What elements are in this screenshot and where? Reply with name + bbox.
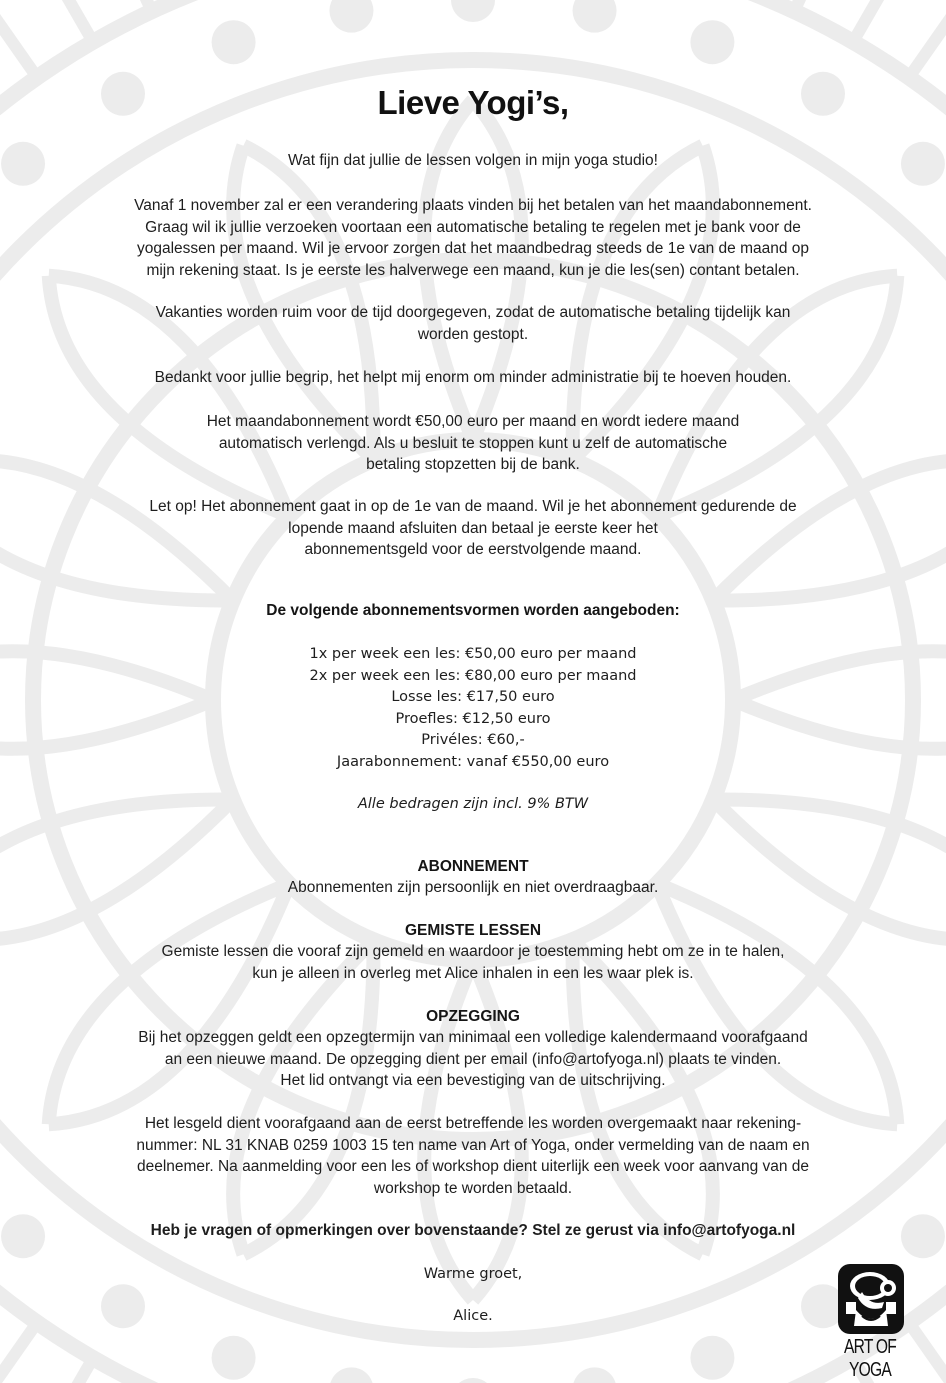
- page-title: Lieve Yogi’s,: [377, 84, 569, 121]
- offer-item: 2x per week een les: €80,00 euro per maand: [309, 667, 637, 684]
- offers-heading: De volgende abonnementsvormen worden aangeboden:: [266, 602, 680, 619]
- section-text-opzegging: Bij het opzeggen geldt een opzegtermijn van minimaal een volledige kalendermaand voorafgaand an een nieuwe maand. De opzegging dient per email (info@artofyoga.nl) plaats te vinden. Het lid ontvangt via een bevestiging van de uitschrijving.: [138, 1029, 808, 1089]
- paragraph-note: Let op! Het abonnement gaat in op de 1e van de maand. Wil je het abonnement gedurende de lopende maand afsluiten dan betaal je eerste keer het abonnementsgeld voor de eerstvolgende maand.: [149, 498, 797, 558]
- signature-text: Alice.: [453, 1308, 493, 1324]
- section-heading-gemiste-lessen: GEMISTE LESSEN: [404, 922, 542, 939]
- offer-item: Proefles: €12,50 euro: [395, 710, 551, 727]
- closing-text: Warme groet,: [423, 1266, 523, 1282]
- offer-item: Losse les: €17,50 euro: [391, 689, 555, 705]
- section-heading-opzegging: OPZEGGING: [426, 1008, 520, 1025]
- section-text-gemiste-lessen: Gemiste lessen die vooraf zijn gemeld en waardoor je toestemming hebt om ze in te halen, kun je alleen in overleg met Alice inhalen in een les waar plek is.: [161, 943, 785, 982]
- questions-text: Heb je vragen of opmerkingen over bovenstaande? Stel ze gerust via info@artofyoga.nl: [150, 1222, 796, 1239]
- vat-note: Alle bedragen zijn incl. 9% BTW: [357, 796, 589, 812]
- intro-text: Wat fijn dat jullie de lessen volgen in mijn yoga studio!: [288, 152, 658, 169]
- offer-item: Privéles: €60,-: [421, 732, 525, 748]
- paragraph-payment-change: Vanaf 1 november zal er een verandering plaats vinden bij het betalen van het maandabonnement. Graag wil ik jullie verzoeken voortaan een automatische betaling te regelen met je bank voor de yogalessen per maand. Wil je ervoor zorgen dat het maandbedrag steeds de 1e van de maand op mijn rekening staat. Is je eerste les halverwege een maand, kun je die les(sen) contant betalen.: [134, 197, 812, 279]
- paragraph-holidays: Vakanties worden ruim voor de tijd doorgegeven, zodat de automatische betaling tijdelijk kan worden gestopt.: [155, 304, 791, 343]
- paragraph-payment-details: Het lesgeld dient voorafgaand aan de eerst betreffende les worden overgemaakt naar rekening- nummer: NL 31 KNAB 0259 1003 15 ten name van Art of Yoga, onder vermelding van de naam en deelnemer. Na aanmelding voor een les of workshop dient uiterlijk een week voor aanvang van de workshop te worden betaald.: [136, 1115, 810, 1197]
- paragraph-monthly-subscription: Het maandabonnement wordt €50,00 euro per maand en wordt iedere maand automatisch verlengd. Als u besluit te stoppen kunt u zelf de automatische betaling stopzetten bij de bank.: [206, 413, 740, 473]
- section-heading-abonnement: ABONNEMENT: [417, 858, 529, 875]
- paragraph-thanks: Bedankt voor jullie begrip, het helpt mij enorm om minder administratie bij te hoeven houden.: [154, 369, 792, 386]
- offer-item: 1x per week een les: €50,00 euro per maand: [309, 646, 637, 662]
- logo-text: ART OF YOGA: [844, 1336, 896, 1381]
- offers-list: [0, 644, 946, 773]
- offer-item: Jaarabonnement: vanaf €550,00 euro: [336, 753, 610, 770]
- section-text-abonnement: Abonnementen zijn persoonlijk en niet overdraagbaar.: [287, 879, 659, 896]
